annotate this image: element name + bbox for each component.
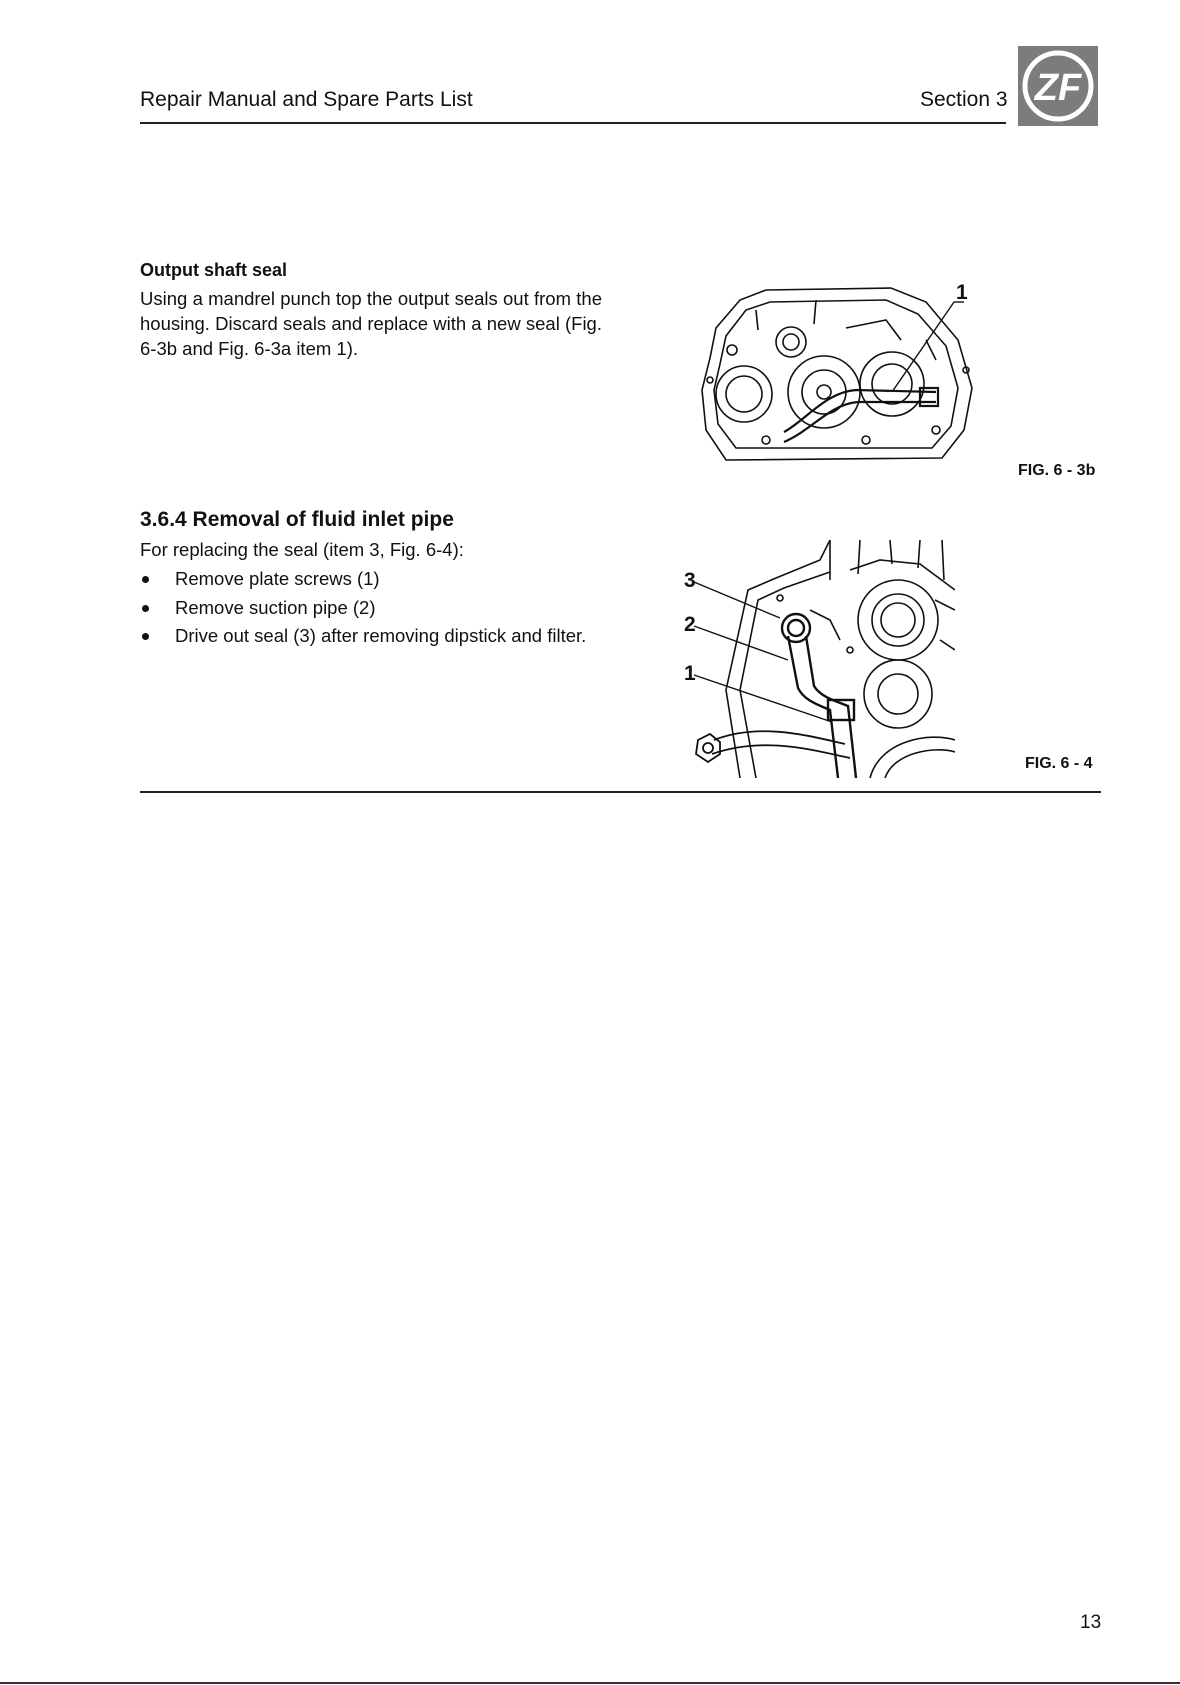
fig-6-4-caption: FIG. 6 - 4	[1025, 755, 1093, 772]
section-divider	[140, 791, 1101, 793]
fluid-inlet-pipe-steps	[140, 565, 586, 651]
output-shaft-seal-text: Using a mandrel punch top the output seals out from the housing. Discard seals and replace with a new seal (Fig. 6-3b and Fig. 6-3a item 1).	[140, 288, 602, 359]
page-edge-line	[0, 1682, 1180, 1684]
step-text: Drive out seal (3) after removing dipstick and filter.	[175, 625, 587, 646]
header-section: Section 3	[920, 88, 1008, 111]
header-title: Repair Manual and Spare Parts List	[140, 88, 473, 111]
fig-6-4-callout-3: 3	[684, 569, 696, 592]
figure-6-3b-illustration	[696, 280, 986, 475]
step-item	[140, 622, 586, 651]
fluid-inlet-pipe-heading: 3.6.4 Removal of fluid inlet pipe	[140, 508, 454, 531]
output-shaft-seal-heading: Output shaft seal	[140, 260, 288, 280]
fluid-inlet-pipe-intro: For replacing the seal (item 3, Fig. 6-4):	[140, 539, 464, 560]
step-item	[140, 594, 586, 623]
zf-logo	[1018, 46, 1098, 126]
figure-6-4-illustration	[680, 540, 955, 778]
header-rule	[140, 122, 1006, 124]
fig-6-3b-callout-1: 1	[956, 281, 968, 304]
step-text: Remove suction pipe (2)	[175, 596, 376, 618]
step-item	[140, 565, 586, 594]
logo-text: ZF	[1034, 67, 1082, 109]
bullet-icon	[142, 605, 149, 612]
bullet-icon	[142, 633, 149, 640]
fig-6-4-callout-2: 2	[684, 613, 696, 636]
fig-6-3b-caption: FIG. 6 - 3b	[1018, 462, 1096, 479]
step-text: Remove plate screws (1)	[175, 568, 380, 589]
bullet-icon	[142, 576, 149, 583]
fig-6-4-callout-1: 1	[684, 662, 696, 685]
page-number: 13	[1080, 1612, 1102, 1633]
